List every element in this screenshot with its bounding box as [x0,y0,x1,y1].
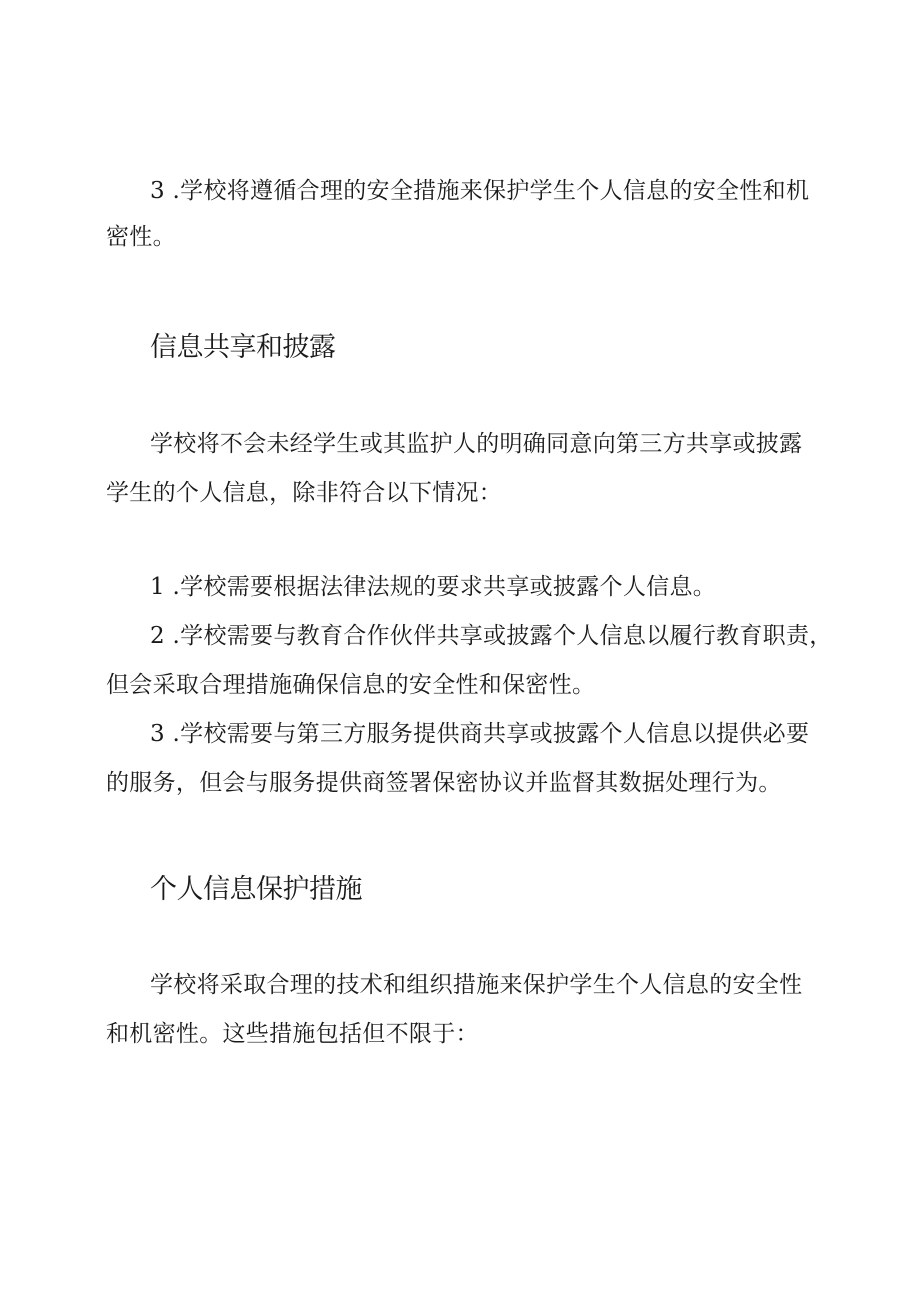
intro-item-3-line-2: 密性。 [106,224,176,250]
sharing-item-1-line-1: 1 .学校需要根据法律法规的要求共享或披露个人信息。 [150,574,717,600]
sharing-paragraph-line-1: 学校将不会未经学生或其监护人的明确同意向第三方共享或披露 [150,431,803,457]
sharing-item-3-line-2: 的服务，但会与服务提供商签署保密协议并监督其数据处理行为。 [106,770,782,796]
protection-paragraph-line-1: 学校将采取合理的技术和组织措施来保护学生个人信息的安全性 [150,972,803,998]
sharing-item-2-line-2: 但会采取合理措施确保信息的安全性和保密性。 [106,672,596,698]
section-heading-protection: 个人信息保护措施 [150,874,362,905]
sharing-item-2-line-1: 2 .学校需要与教育合作伙伴共享或披露个人信息以履行教育职责， [150,623,833,649]
sharing-item-3-line-1: 3 .学校需要与第三方服务提供商共享或披露个人信息以提供必要 [150,721,810,747]
section-heading-sharing: 信息共享和披露 [150,332,336,363]
intro-item-3-line-1: 3 .学校将遵循合理的安全措施来保护学生个人信息的安全性和机 [150,178,810,204]
protection-paragraph-line-2: 和机密性。这些措施包括但不限于： [106,1021,479,1047]
sharing-paragraph-line-2: 学生的个人信息，除非符合以下情况： [106,480,503,506]
